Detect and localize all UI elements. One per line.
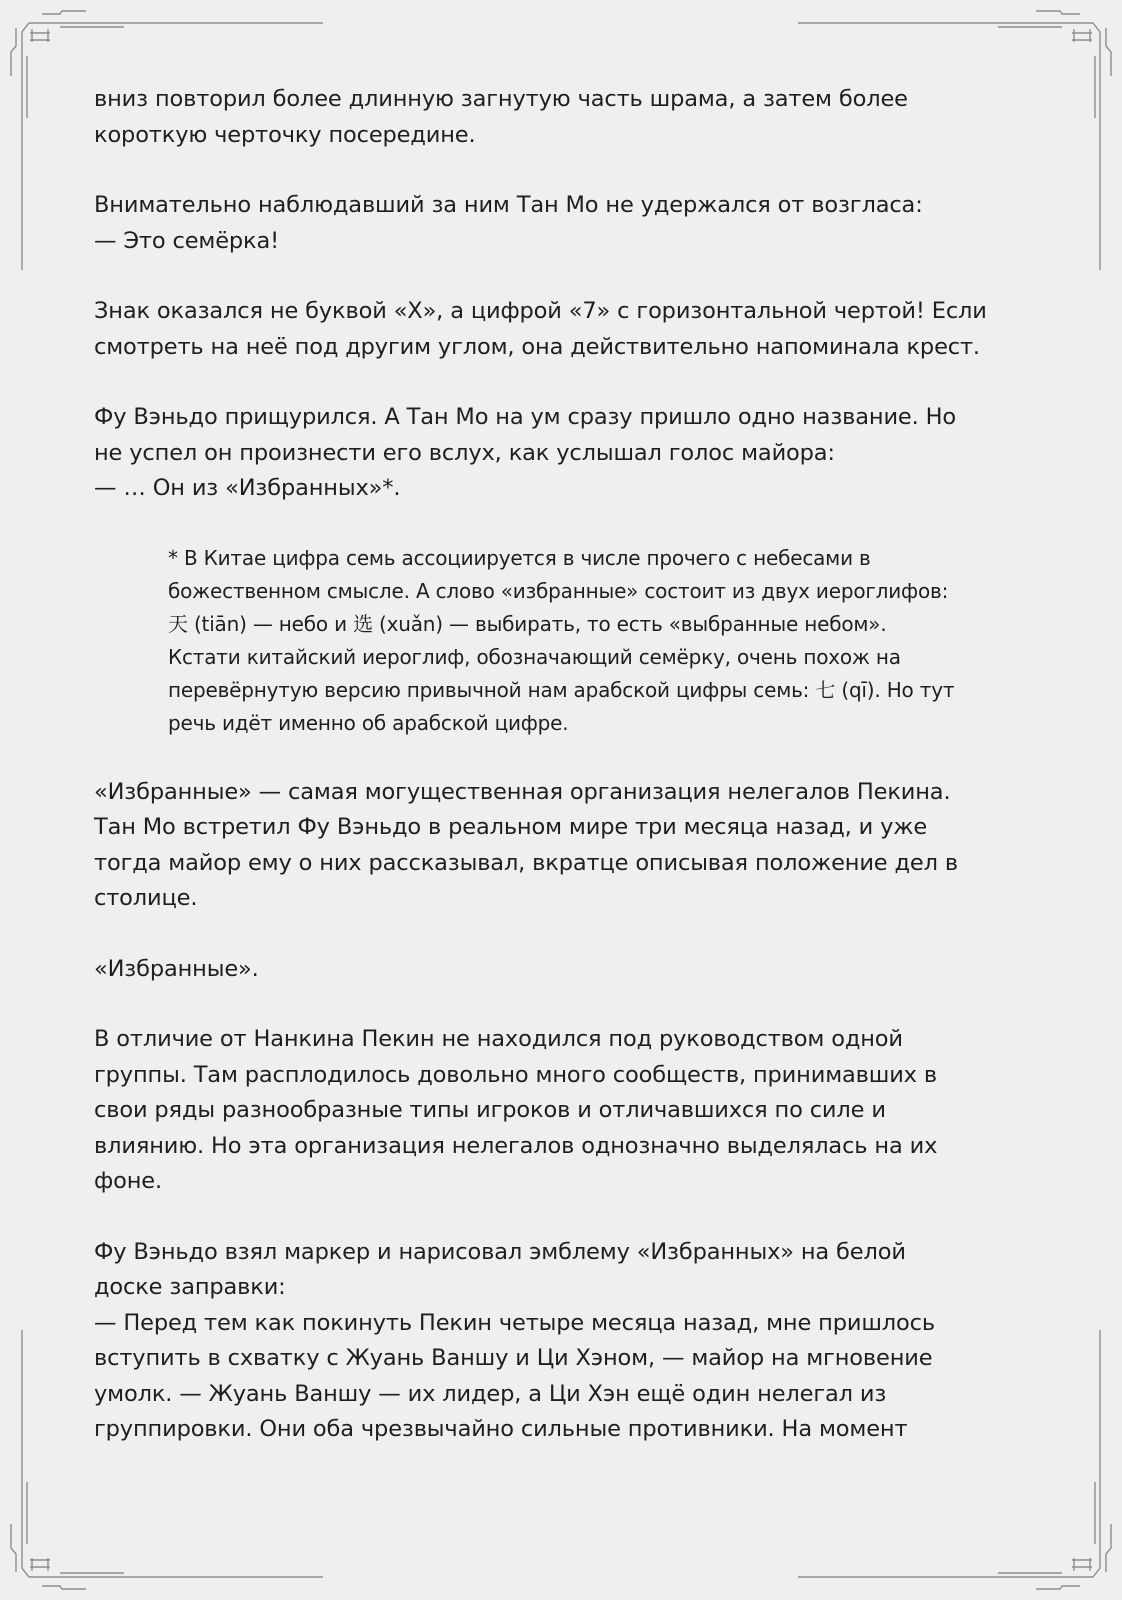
paragraph (94, 1022, 1074, 1200)
text-line: «Избранные» — самая могущественная организация нелегалов Пекина. (94, 778, 951, 805)
text-line: вниз повторил более длинную загнутую часть шрама, а затем более (94, 86, 908, 112)
footnote-line: Кстати китайский иероглиф, обозначающий семёрку, очень похож на (168, 644, 901, 669)
text-line: тогда майор ему о них рассказывал, вкратце описывая положение дел в (94, 849, 958, 876)
text-line: В отличие от Нанкина Пекин не находился под руководством одной (94, 1026, 903, 1052)
dialogue-line: — Перед тем как покинуть Пекин четыре месяца назад, мне пришлось (94, 1309, 935, 1336)
dialogue-line: умолк. — Жуань Ваншу — их лидер, а Ци Хэн ещё один нелегал из (94, 1380, 887, 1407)
paragraph (94, 1235, 1074, 1448)
paragraph (94, 294, 1074, 365)
dialogue-line: группировки. Они оба чрезвычайно сильные противники. На момент (94, 1416, 908, 1442)
text-line: Знак оказался не буквой «Х», а цифрой «7» с горизонтальной чертой! Если (94, 298, 987, 324)
text-line: Фу Вэньдо взял маркер и нарисовал эмблему «Избранных» на белой (94, 1238, 906, 1265)
text-line: Тан Мо встретил Фу Вэньдо в реальном мире три месяца назад, и уже (94, 814, 928, 840)
text-line: свои ряды разнообразные типы игроков и отличавшихся по силе и (94, 1097, 886, 1123)
footnote-line: * В Китае цифра семь ассоциируется в числе прочего с небесами в (168, 545, 871, 570)
footnote-line: божественном смысле. А слово «избранные» состоит из двух иероглифов: (168, 578, 949, 603)
text-line: столице. (94, 885, 198, 911)
text-line: группы. Там расплодилось довольно много сообществ, принимавших в (94, 1061, 937, 1088)
text-line: короткую черточку посередине. (94, 121, 476, 148)
dialogue-line: вступить в схватку с Жуань Ваншу и Ци Хэном, — майор на мгновение (94, 1345, 933, 1371)
text-line: «Избранные». (94, 955, 259, 982)
text-body (94, 82, 1074, 1483)
dialogue-line: — … Он из «Избранных»*. (94, 475, 401, 501)
footnote-line: 天 (tiān) — небо и 选 (xuǎn) — выбирать, то есть «выбранные небом». (168, 611, 887, 636)
paragraph (94, 188, 1074, 259)
paragraph (94, 82, 1074, 153)
text-line: Внимательно наблюдавший за ним Тан Мо не удержался от возгласа: (94, 192, 923, 218)
text-line: влиянию. Но эта организация нелегалов однозначно выделялась на их (94, 1132, 938, 1159)
text-line: смотреть на неё под другим углом, она действительно напоминала крест. (94, 333, 980, 360)
footnote (168, 542, 1074, 740)
text-line: не успел он произнести его вслух, как услышал голос майора: (94, 439, 835, 466)
text-line: Фу Вэньдо прищурился. А Тан Мо на ум сразу пришло одно название. Но (94, 404, 957, 430)
footnote-line: перевёрнутую версию привычной нам арабской цифры семь: 七 (qī). Но тут (168, 677, 955, 702)
text-line: фоне. (94, 1168, 162, 1194)
paragraph (94, 952, 1074, 988)
footnote-line: речь идёт именно об арабской цифре. (168, 710, 569, 735)
dialogue-line: — Это семёрка! (94, 227, 279, 254)
paragraph (94, 400, 1074, 507)
text-line: доске заправки: (94, 1274, 286, 1300)
paragraph (94, 775, 1074, 917)
